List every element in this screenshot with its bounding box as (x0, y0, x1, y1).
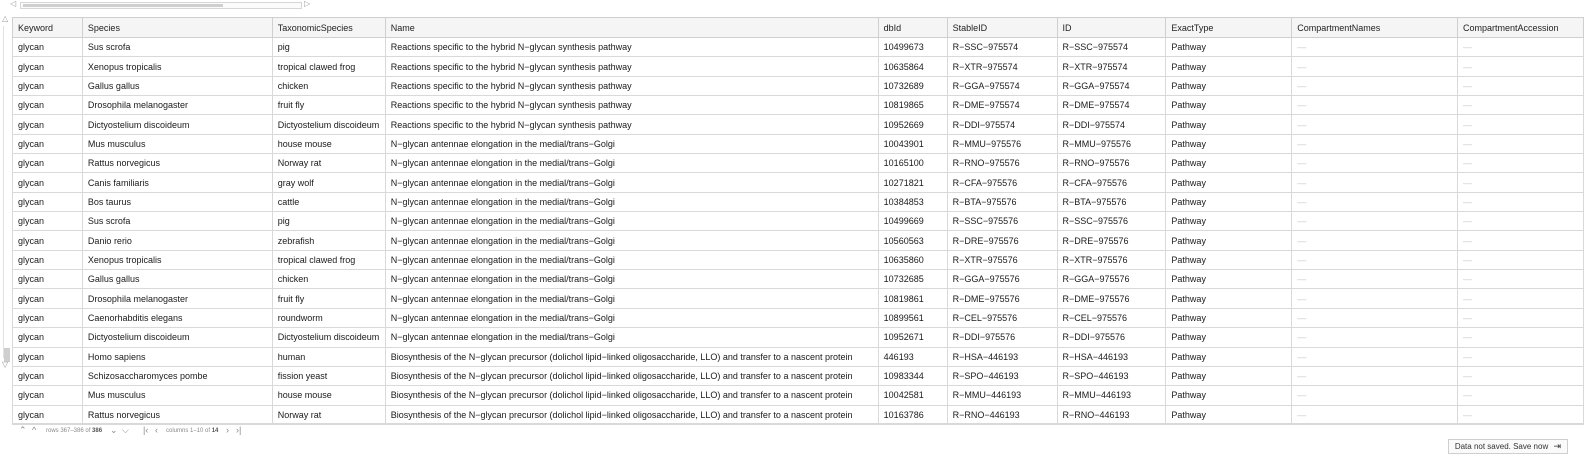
last-column-page-icon[interactable]: ›| (236, 425, 242, 435)
table-cell[interactable]: Pathway (1166, 96, 1292, 115)
column-header[interactable]: Keyword (13, 18, 83, 38)
table-cell[interactable]: Pathway (1166, 76, 1292, 95)
table-row[interactable] (13, 405, 1584, 424)
column-header[interactable]: ExactType (1166, 18, 1292, 38)
table-cell[interactable]: R−MMU−975576 (947, 134, 1057, 153)
table-cell[interactable]: Rattus norvegicus (82, 154, 272, 173)
table-cell[interactable]: 10635860 (878, 250, 947, 269)
next-column-page-icon[interactable]: › (226, 425, 229, 435)
table-cell[interactable]: — (1457, 38, 1583, 57)
table-cell[interactable]: chicken (272, 76, 385, 95)
table-cell[interactable]: 10732685 (878, 270, 947, 289)
horizontal-scroll-thumb[interactable] (23, 4, 223, 7)
table-cell[interactable]: Biosynthesis of the N−glycan precursor (dolichol lipid−linked oligosaccharide, LLO) and transfer to a nascent protein (385, 386, 878, 405)
table-cell[interactable]: — (1457, 76, 1583, 95)
table-cell[interactable]: — (1292, 115, 1458, 134)
table-cell[interactable]: — (1457, 405, 1583, 424)
table-row[interactable] (13, 192, 1584, 211)
table-cell[interactable]: — (1292, 38, 1458, 57)
table-cell[interactable]: R−SPO−446193 (947, 366, 1057, 385)
table-cell[interactable]: N−glycan antennae elongation in the medial/trans−Golgi (385, 173, 878, 192)
table-cell[interactable]: gray wolf (272, 173, 385, 192)
table-cell[interactable]: N−glycan antennae elongation in the medial/trans−Golgi (385, 308, 878, 327)
table-cell[interactable]: human (272, 347, 385, 366)
table-cell[interactable]: 10042581 (878, 386, 947, 405)
table-cell[interactable]: 446193 (878, 347, 947, 366)
pagination-bar (12, 423, 1584, 437)
table-cell[interactable]: 10952671 (878, 328, 947, 347)
table-cell[interactable]: N−glycan antennae elongation in the medial/trans−Golgi (385, 134, 878, 153)
table-cell[interactable]: Bos taurus (82, 192, 272, 211)
table-cell[interactable]: glycan (13, 76, 83, 95)
table-cell[interactable]: R−RNO−446193 (1057, 405, 1166, 424)
table-cell[interactable]: — (1457, 57, 1583, 76)
table-cell[interactable]: Pathway (1166, 250, 1292, 269)
table-cell[interactable]: Pathway (1166, 289, 1292, 308)
table-cell[interactable]: — (1457, 192, 1583, 211)
table-cell[interactable]: zebrafish (272, 231, 385, 250)
table-cell[interactable]: R−SSC−975574 (947, 38, 1057, 57)
table-cell[interactable]: — (1457, 386, 1583, 405)
table-row[interactable] (13, 115, 1584, 134)
scroll-right-icon[interactable]: ▷ (304, 0, 311, 8)
table-cell[interactable]: Dictyostelium discoideum (272, 115, 385, 134)
table-cell[interactable]: Pathway (1166, 347, 1292, 366)
table-cell[interactable]: Schizosaccharomyces pombe (82, 366, 272, 385)
table-cell[interactable]: roundworm (272, 308, 385, 327)
table-cell[interactable]: 10499669 (878, 212, 947, 231)
table-cell[interactable]: Mus musculus (82, 386, 272, 405)
table-cell[interactable]: house mouse (272, 134, 385, 153)
table-cell[interactable]: — (1457, 134, 1583, 153)
table-cell[interactable]: R−GGA−975576 (1057, 270, 1166, 289)
table-cell[interactable]: Gallus gallus (82, 270, 272, 289)
table-cell[interactable]: — (1292, 173, 1458, 192)
table-cell[interactable]: glycan (13, 289, 83, 308)
column-header[interactable]: CompartmentNames (1292, 18, 1458, 38)
table-cell[interactable]: tropical clawed frog (272, 57, 385, 76)
table-cell[interactable]: — (1292, 347, 1458, 366)
table-cell[interactable]: Pathway (1166, 328, 1292, 347)
table-cell[interactable]: 10635864 (878, 57, 947, 76)
table-cell[interactable]: — (1292, 386, 1458, 405)
columns-range: columns 1–10 of 14 (166, 428, 219, 434)
table-cell[interactable]: Pathway (1166, 134, 1292, 153)
table-row[interactable] (13, 366, 1584, 385)
table-cell[interactable]: R−DME−975576 (1057, 289, 1166, 308)
table-cell[interactable]: R−SSC−975574 (1057, 38, 1166, 57)
column-header[interactable]: TaxonomicSpecies (272, 18, 385, 38)
table-cell[interactable]: 10819861 (878, 289, 947, 308)
table-cell[interactable]: 10271821 (878, 173, 947, 192)
table-row[interactable] (13, 212, 1584, 231)
table-cell[interactable]: — (1292, 289, 1458, 308)
table-cell[interactable]: glycan (13, 347, 83, 366)
table-cell[interactable]: glycan (13, 250, 83, 269)
table-cell[interactable]: pig (272, 212, 385, 231)
table-cell[interactable]: Drosophila melanogaster (82, 96, 272, 115)
save-status-label: Data not saved. Save now (1454, 442, 1549, 451)
table-cell[interactable]: R−DDI−975574 (947, 115, 1057, 134)
table-cell[interactable]: R−SSC−975576 (1057, 212, 1166, 231)
column-header[interactable]: dbId (878, 18, 947, 38)
table-cell[interactable]: pig (272, 38, 385, 57)
table-cell[interactable]: N−glycan antennae elongation in the medial/trans−Golgi (385, 154, 878, 173)
table-cell[interactable]: Biosynthesis of the N−glycan precursor (dolichol lipid−linked oligosaccharide, LLO) and transfer to a nascent protein (385, 366, 878, 385)
table-cell[interactable]: Xenopus tropicalis (82, 57, 272, 76)
table-cell[interactable]: Caenorhabditis elegans (82, 308, 272, 327)
table-cell[interactable]: — (1292, 212, 1458, 231)
table-cell[interactable]: 10560563 (878, 231, 947, 250)
table-cell[interactable]: Reactions specific to the hybrid N−glycan synthesis pathway (385, 38, 878, 57)
data-grid (12, 17, 1584, 425)
table-cell[interactable]: — (1292, 192, 1458, 211)
table-cell[interactable]: Sus scrofa (82, 212, 272, 231)
table-cell[interactable]: R−BTA−975576 (947, 192, 1057, 211)
column-header[interactable]: CompartmentAccession (1457, 18, 1583, 38)
column-header[interactable]: StableID (947, 18, 1057, 38)
column-header[interactable]: ID (1057, 18, 1166, 38)
table-cell[interactable]: tropical clawed frog (272, 250, 385, 269)
table-cell[interactable]: R−DME−975576 (947, 289, 1057, 308)
table-cell[interactable]: 10732689 (878, 76, 947, 95)
table-cell[interactable]: R−BTA−975576 (1057, 192, 1166, 211)
table-cell[interactable]: Pathway (1166, 231, 1292, 250)
column-header[interactable]: Name (385, 18, 878, 38)
table-cell[interactable]: Norway rat (272, 405, 385, 424)
table-cell[interactable]: Pathway (1166, 386, 1292, 405)
table-cell[interactable]: glycan (13, 386, 83, 405)
table-cell[interactable]: R−CEL−975576 (947, 308, 1057, 327)
table-cell[interactable]: 10384853 (878, 192, 947, 211)
table-cell[interactable]: glycan (13, 405, 83, 424)
table-cell[interactable]: Pathway (1166, 38, 1292, 57)
vertical-scroll-track[interactable] (3, 26, 9, 358)
table-cell[interactable]: cattle (272, 192, 385, 211)
table-row[interactable] (13, 154, 1584, 173)
table-cell[interactable]: Danio rerio (82, 231, 272, 250)
table-cell[interactable]: Sus scrofa (82, 38, 272, 57)
table-cell[interactable]: Mus musculus (82, 134, 272, 153)
table-cell[interactable]: Pathway (1166, 405, 1292, 424)
horizontal-scrollbar[interactable] (2, 0, 314, 10)
table-cell[interactable]: Pathway (1166, 308, 1292, 327)
table-cell[interactable]: — (1292, 308, 1458, 327)
table-cell[interactable]: glycan (13, 173, 83, 192)
table-body (13, 38, 1584, 425)
table-cell[interactable]: R−GGA−975576 (947, 270, 1057, 289)
table-cell[interactable]: R−CEL−975576 (1057, 308, 1166, 327)
vertical-scrollbar[interactable] (0, 10, 12, 370)
table-cell[interactable]: R−CFA−975576 (1057, 173, 1166, 192)
table-cell[interactable]: glycan (13, 212, 83, 231)
table-cell[interactable]: 10819865 (878, 96, 947, 115)
table-cell[interactable]: fruit fly (272, 96, 385, 115)
table-cell[interactable]: Reactions specific to the hybrid N−glycan synthesis pathway (385, 57, 878, 76)
header-row (13, 18, 1584, 38)
table-cell[interactable]: R−DME−975574 (947, 96, 1057, 115)
table-row[interactable] (13, 328, 1584, 347)
table-cell[interactable]: 10899561 (878, 308, 947, 327)
table-cell[interactable]: Reactions specific to the hybrid N−glycan synthesis pathway (385, 96, 878, 115)
table-cell[interactable]: Pathway (1166, 115, 1292, 134)
table-row[interactable] (13, 173, 1584, 192)
table-cell[interactable]: R−DME−975574 (1057, 96, 1166, 115)
first-page-icon[interactable]: ⌃ (19, 425, 27, 435)
table-cell[interactable]: — (1292, 250, 1458, 269)
table-cell[interactable]: glycan (13, 38, 83, 57)
table-cell[interactable]: — (1457, 115, 1583, 134)
table-cell[interactable]: 10043901 (878, 134, 947, 153)
table-cell[interactable]: — (1292, 405, 1458, 424)
save-now-button[interactable] (1448, 439, 1568, 454)
data-table (12, 17, 1584, 425)
horizontal-scroll-track[interactable] (20, 2, 302, 9)
table-cell[interactable]: Drosophila melanogaster (82, 289, 272, 308)
previous-column-page-icon[interactable]: ‹ (155, 425, 158, 435)
table-cell[interactable]: — (1457, 347, 1583, 366)
table-cell[interactable]: Pathway (1166, 57, 1292, 76)
table-cell[interactable]: N−glycan antennae elongation in the medial/trans−Golgi (385, 212, 878, 231)
table-row[interactable] (13, 386, 1584, 405)
table-cell[interactable]: 10163786 (878, 405, 947, 424)
table-cell[interactable]: Biosynthesis of the N−glycan precursor (dolichol lipid−linked oligosaccharide, LLO) and transfer to a nascent protein (385, 405, 878, 424)
table-cell[interactable]: R−DRE−975576 (947, 231, 1057, 250)
table-cell[interactable]: Dictyostelium discoideum (272, 328, 385, 347)
table-row[interactable] (13, 76, 1584, 95)
scroll-left-icon[interactable]: ◁ (10, 0, 17, 8)
table-cell[interactable]: — (1457, 270, 1583, 289)
table-cell[interactable]: glycan (13, 308, 83, 327)
table-cell[interactable]: Pathway (1166, 270, 1292, 289)
table-cell[interactable]: glycan (13, 154, 83, 173)
table-cell[interactable]: N−glycan antennae elongation in the medial/trans−Golgi (385, 289, 878, 308)
table-cell[interactable]: Dictyostelium discoideum (82, 115, 272, 134)
table-cell[interactable]: 10952669 (878, 115, 947, 134)
table-cell[interactable]: R−XTR−975574 (1057, 57, 1166, 76)
table-cell[interactable]: R−XTR−975576 (947, 250, 1057, 269)
table-row[interactable] (13, 250, 1584, 269)
table-cell[interactable]: glycan (13, 328, 83, 347)
table-cell[interactable]: glycan (13, 231, 83, 250)
rows-range: rows 367–386 of 386 (46, 428, 103, 434)
table-cell[interactable]: glycan (13, 366, 83, 385)
table-cell[interactable]: chicken (272, 270, 385, 289)
table-cell[interactable]: fission yeast (272, 366, 385, 385)
table-cell[interactable]: Dictyostelium discoideum (82, 328, 272, 347)
table-cell[interactable]: Pathway (1166, 173, 1292, 192)
table-cell[interactable]: R−CFA−975576 (947, 173, 1057, 192)
first-column-page-icon[interactable]: |‹ (143, 425, 149, 435)
table-cell[interactable]: Gallus gallus (82, 76, 272, 95)
table-cell[interactable]: N−glycan antennae elongation in the medial/trans−Golgi (385, 328, 878, 347)
table-cell[interactable]: R−RNO−975576 (947, 154, 1057, 173)
table-cell[interactable]: Reactions specific to the hybrid N−glycan synthesis pathway (385, 76, 878, 95)
table-cell[interactable]: — (1292, 154, 1458, 173)
table-cell[interactable]: R−MMU−446193 (947, 386, 1057, 405)
table-cell[interactable]: — (1292, 57, 1458, 76)
table-cell[interactable]: Biosynthesis of the N−glycan precursor (dolichol lipid−linked oligosaccharide, LLO) and transfer to a nascent protein (385, 347, 878, 366)
table-cell[interactable]: Norway rat (272, 154, 385, 173)
table-cell[interactable]: — (1457, 289, 1583, 308)
table-cell[interactable]: glycan (13, 57, 83, 76)
table-cell[interactable]: — (1292, 96, 1458, 115)
table-cell[interactable]: — (1457, 212, 1583, 231)
table-cell[interactable]: 10983344 (878, 366, 947, 385)
table-cell[interactable]: Rattus norvegicus (82, 405, 272, 424)
last-page-icon[interactable]: ⌵ (122, 425, 129, 435)
table-cell[interactable]: R−DDI−975576 (1057, 328, 1166, 347)
table-cell[interactable]: R−SSC−975576 (947, 212, 1057, 231)
table-row[interactable] (13, 38, 1584, 57)
table-cell[interactable]: 10499673 (878, 38, 947, 57)
previous-page-icon[interactable]: ^ (32, 425, 37, 435)
table-cell[interactable]: Canis familiaris (82, 173, 272, 192)
next-page-icon[interactable]: ⌄ (110, 425, 118, 435)
table-cell[interactable]: R−DDI−975574 (1057, 115, 1166, 134)
save-arrow-icon: ⇥ (1553, 441, 1561, 451)
table-cell[interactable]: glycan (13, 192, 83, 211)
table-cell[interactable]: N−glycan antennae elongation in the medial/trans−Golgi (385, 192, 878, 211)
table-row[interactable] (13, 270, 1584, 289)
column-header[interactable]: Species (82, 18, 272, 38)
table-cell[interactable]: Xenopus tropicalis (82, 250, 272, 269)
table-row[interactable] (13, 134, 1584, 153)
table-cell[interactable]: R−GGA−975574 (1057, 76, 1166, 95)
table-cell[interactable]: — (1457, 96, 1583, 115)
table-cell[interactable]: R−HSA−446193 (1057, 347, 1166, 366)
table-cell[interactable]: R−HSA−446193 (947, 347, 1057, 366)
table-cell[interactable]: — (1457, 173, 1583, 192)
table-cell[interactable]: — (1292, 270, 1458, 289)
table-cell[interactable]: R−DDI−975576 (947, 328, 1057, 347)
table-cell[interactable]: glycan (13, 134, 83, 153)
table-cell[interactable]: R−SPO−446193 (1057, 366, 1166, 385)
table-cell[interactable]: Reactions specific to the hybrid N−glycan synthesis pathway (385, 115, 878, 134)
table-cell[interactable]: Pathway (1166, 154, 1292, 173)
table-cell[interactable]: glycan (13, 270, 83, 289)
table-cell[interactable]: Pathway (1166, 366, 1292, 385)
table-cell[interactable]: R−XTR−975576 (1057, 250, 1166, 269)
table-row[interactable] (13, 57, 1584, 76)
table-cell[interactable]: R−RNO−975576 (1057, 154, 1166, 173)
table-cell[interactable]: R−XTR−975574 (947, 57, 1057, 76)
table-cell[interactable]: N−glycan antennae elongation in the medial/trans−Golgi (385, 231, 878, 250)
table-cell[interactable]: — (1457, 250, 1583, 269)
table-cell[interactable]: — (1292, 366, 1458, 385)
table-cell[interactable]: R−MMU−446193 (1057, 386, 1166, 405)
table-cell[interactable]: glycan (13, 115, 83, 134)
table-cell[interactable]: N−glycan antennae elongation in the medial/trans−Golgi (385, 270, 878, 289)
table-cell[interactable]: — (1457, 366, 1583, 385)
table-cell[interactable]: Pathway (1166, 192, 1292, 211)
table-cell[interactable]: — (1457, 308, 1583, 327)
table-cell[interactable]: — (1292, 231, 1458, 250)
table-cell[interactable]: — (1457, 154, 1583, 173)
table-row[interactable] (13, 231, 1584, 250)
table-cell[interactable]: Homo sapiens (82, 347, 272, 366)
table-cell[interactable]: R−MMU−975576 (1057, 134, 1166, 153)
table-cell[interactable]: — (1457, 231, 1583, 250)
table-row[interactable] (13, 96, 1584, 115)
table-row[interactable] (13, 308, 1584, 327)
table-cell[interactable]: — (1292, 134, 1458, 153)
table-row[interactable] (13, 289, 1584, 308)
table-cell[interactable]: glycan (13, 96, 83, 115)
table-cell[interactable]: R−GGA−975574 (947, 76, 1057, 95)
table-cell[interactable]: R−DRE−975576 (1057, 231, 1166, 250)
table-cell[interactable]: R−RNO−446193 (947, 405, 1057, 424)
table-cell[interactable]: — (1292, 76, 1458, 95)
table-cell[interactable]: — (1292, 328, 1458, 347)
table-cell[interactable]: 10165100 (878, 154, 947, 173)
table-cell[interactable]: Pathway (1166, 212, 1292, 231)
table-row[interactable] (13, 347, 1584, 366)
table-cell[interactable]: house mouse (272, 386, 385, 405)
table-cell[interactable]: — (1457, 328, 1583, 347)
table-cell[interactable]: N−glycan antennae elongation in the medial/trans−Golgi (385, 250, 878, 269)
scroll-down-icon[interactable]: ▽ (2, 360, 9, 369)
table-cell[interactable]: fruit fly (272, 289, 385, 308)
scroll-up-icon[interactable]: △ (2, 14, 9, 23)
